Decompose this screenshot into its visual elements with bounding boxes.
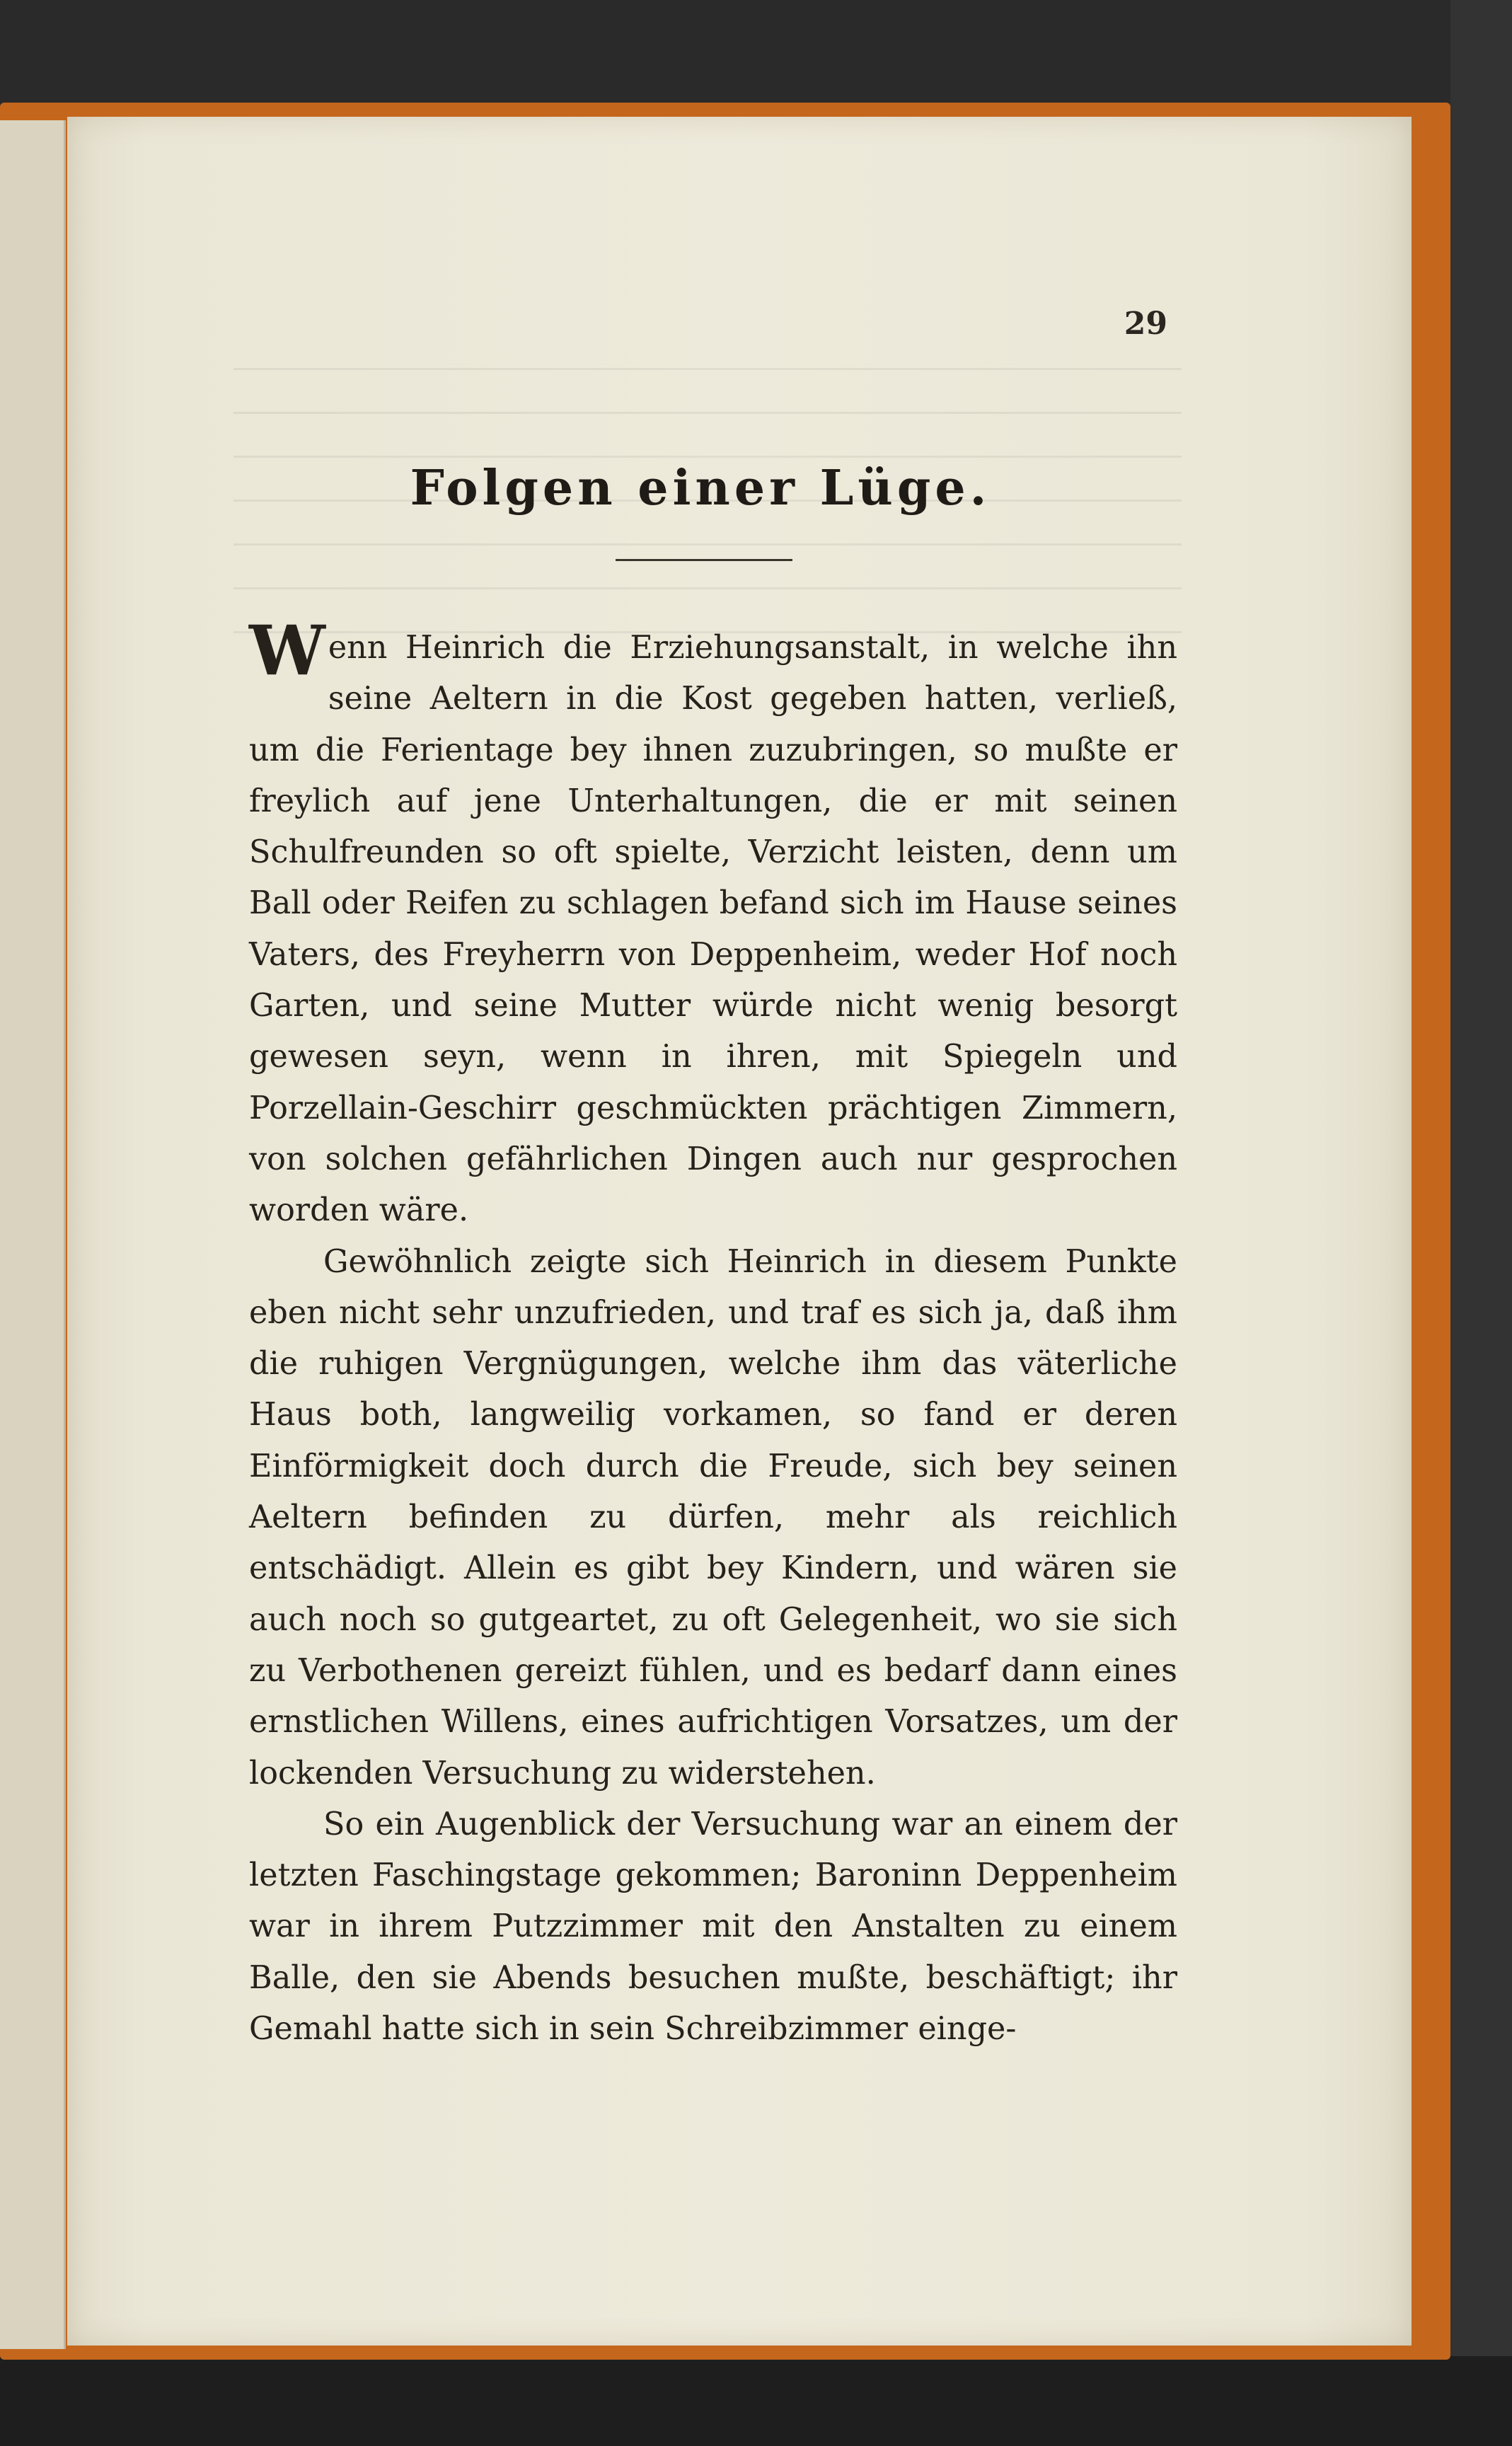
paragraph-1-text: enn Heinrich die Erziehungsanstalt, in welche ihn seine Aeltern in die Kost gegeben hatten, verließ, um die Ferientage bey ihnen zuzubringen, so mußte er freylich auf jene Unterhaltungen, die er mit seinen Schulfreunden so oft spielte, Verzicht leisten, denn um Ball oder Reifen zu schlagen befand sich im Hause seines Vaters, des Freyherrn von Deppenheim, weder Hof noch Garten, und seine Mutter würde nicht wenig besorgt gewesen seyn, wenn in ihren, mit Spiegeln und Porzellain-Geschirr geschmückten prächtigen Zimmern, von solchen gefährlichen Dingen auch nur gesprochen worden wäre. [249,630,1177,1229]
show-through-texture [233,368,1182,665]
chapter-heading: Folgen einer Lüge. [410,460,991,517]
page-number: 29 [1124,306,1167,342]
scan-background-bottom [0,2356,1512,2446]
heading-rule [616,559,792,561]
body-text [249,611,1177,2055]
facing-page-edge [0,120,66,2349]
scan-background-right [1450,0,1512,2446]
paragraph-2: Gewöhnlich zeigte sich Heinrich in diesem Punkte eben nicht sehr unzufrieden, und traf es sich ja, daß ihm die ruhigen Vergnügungen, welche ihm das väterliche Haus both, langweilig vorkamen, so fand er deren Einförmigkeit doch durch die Freude, sich bey seinen Aeltern befinden zu dürfen, mehr als reichlich entschädigt. Allein es gibt bey Kindern, und wären sie auch noch so gutgeartet, zu oft Gelegenheit, wo sie sich zu Verbothenen gereizt fühlen, und es bedarf dann eines ernstlichen Willens, eines aufrichtigen Vorsatzes, um der lockenden Versuchung zu widerstehen. [249,1243,1177,1792]
drop-cap: W [249,611,325,691]
paragraph-1 [249,611,1177,1237]
paragraph-3: So ein Augenblick der Versuchung war an einem der letzten Faschingstage gekommen; Baroninn Deppenheim war in ihrem Putzzimmer mit den Anstalten zu einem Balle, den sie Abends besuchen mußte, beschäftigt; ihr Gemahl hatte sich in sein Schreibzimmer einge- [249,1806,1177,2048]
